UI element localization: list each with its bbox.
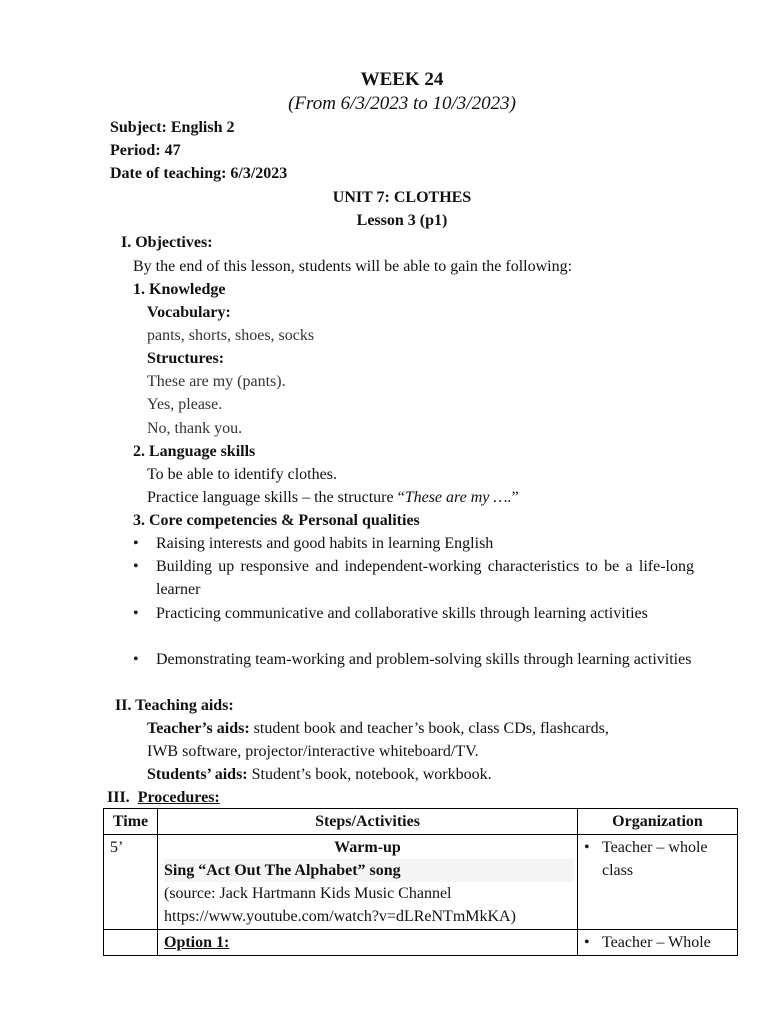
activities-cell bbox=[158, 930, 578, 956]
column-header-time: Time bbox=[104, 809, 158, 835]
procedures-title: Procedures: bbox=[137, 789, 220, 806]
date-line: Date of teaching: 6/3/2023 bbox=[110, 165, 288, 182]
competency-item: Building up responsive and independent-working characteristics to be a life-long learner bbox=[156, 558, 694, 598]
unit-title: UNIT 7: CLOTHES bbox=[332, 189, 472, 206]
skills-heading: 2. Language skills bbox=[133, 443, 256, 460]
stage-title: Warm-up bbox=[334, 839, 401, 856]
students-aids bbox=[147, 765, 492, 785]
song-source: (source: Jack Hartmann Kids Music Channel bbox=[164, 885, 452, 902]
procedures-number: III. bbox=[107, 789, 130, 806]
week-range: (From 6/3/2023 to 10/3/2023) bbox=[288, 93, 516, 114]
subject-line: Subject: English 2 bbox=[110, 119, 235, 136]
structure-line: Yes, please. bbox=[147, 396, 223, 413]
competency-item: Demonstrating team-working and problem-solving skills through learning activities bbox=[156, 651, 692, 668]
period-line: Period: 47 bbox=[110, 142, 181, 159]
table-header-row bbox=[104, 809, 738, 835]
organization-cell bbox=[578, 835, 738, 930]
competencies-heading: 3. Core competencies & Personal qualities bbox=[133, 512, 420, 529]
competency-item: Practicing communicative and collaborative skills through learning activities bbox=[156, 605, 648, 622]
week-title: WEEK 24 bbox=[360, 69, 444, 90]
time-cell bbox=[104, 930, 158, 956]
bullet-icon: • bbox=[584, 839, 590, 856]
vocabulary-list: pants, shorts, shoes, socks bbox=[147, 327, 315, 344]
bullet-icon: • bbox=[133, 535, 139, 552]
procedures-table bbox=[103, 808, 738, 956]
bullet-icon: • bbox=[133, 558, 139, 575]
skills-line2-suffix: ” bbox=[511, 489, 519, 506]
objectives-heading: I. Objectives: bbox=[121, 234, 213, 251]
aids-heading: II. Teaching aids: bbox=[115, 697, 234, 714]
skills-line1: To be able to identify clothes. bbox=[147, 466, 337, 483]
structure-line: These are my (pants). bbox=[147, 373, 286, 390]
teacher-aids bbox=[147, 719, 609, 739]
skills-line2-prefix: Practice language skills – the structure “ bbox=[147, 489, 405, 506]
vocabulary-label: Vocabulary: bbox=[147, 304, 231, 321]
organization-text: Teacher – whole class bbox=[602, 839, 708, 879]
structures-label: Structures: bbox=[147, 350, 225, 367]
song-url: https://www.youtube.com/watch?v=dLReNTmMkKA) bbox=[164, 908, 516, 925]
column-header-organization: Organization bbox=[578, 809, 738, 835]
column-header-activities: Steps/Activities bbox=[158, 809, 578, 835]
procedures-heading bbox=[107, 788, 220, 808]
bullet-icon: • bbox=[584, 934, 590, 951]
structure-line: No, thank you. bbox=[147, 420, 243, 437]
activities-cell bbox=[158, 835, 578, 930]
bullet-icon: • bbox=[133, 605, 139, 622]
students-aids-text: Student’s book, notebook, workbook. bbox=[247, 766, 492, 783]
organization-cell bbox=[578, 930, 738, 956]
table-row bbox=[104, 930, 738, 956]
song-title: Sing “Act Out The Alphabet” song bbox=[164, 859, 574, 882]
teacher-aids-label: Teacher’s aids: bbox=[147, 720, 250, 737]
bullet-icon: • bbox=[133, 651, 139, 668]
table-row bbox=[104, 835, 738, 930]
competency-item: Raising interests and good habits in learning English bbox=[156, 535, 494, 552]
teacher-aids-text: student book and teacher’s book, class CDs, flashcards, bbox=[249, 720, 609, 737]
students-aids-label: Students’ aids: bbox=[147, 766, 248, 783]
organization-text: Teacher – Whole bbox=[602, 934, 711, 951]
option-label: Option 1: bbox=[164, 934, 230, 951]
time-cell: 5’ bbox=[104, 835, 158, 930]
skills-line2-structure: These are my …. bbox=[404, 489, 512, 506]
lesson-title: Lesson 3 (p1) bbox=[356, 212, 448, 229]
skills-line2 bbox=[147, 488, 519, 508]
objectives-intro: By the end of this lesson, students will be able to gain the following: bbox=[133, 258, 573, 275]
teacher-aids-text-cont: IWB software, projector/interactive whiteboard/TV. bbox=[147, 743, 479, 760]
knowledge-heading: 1. Knowledge bbox=[133, 281, 226, 298]
